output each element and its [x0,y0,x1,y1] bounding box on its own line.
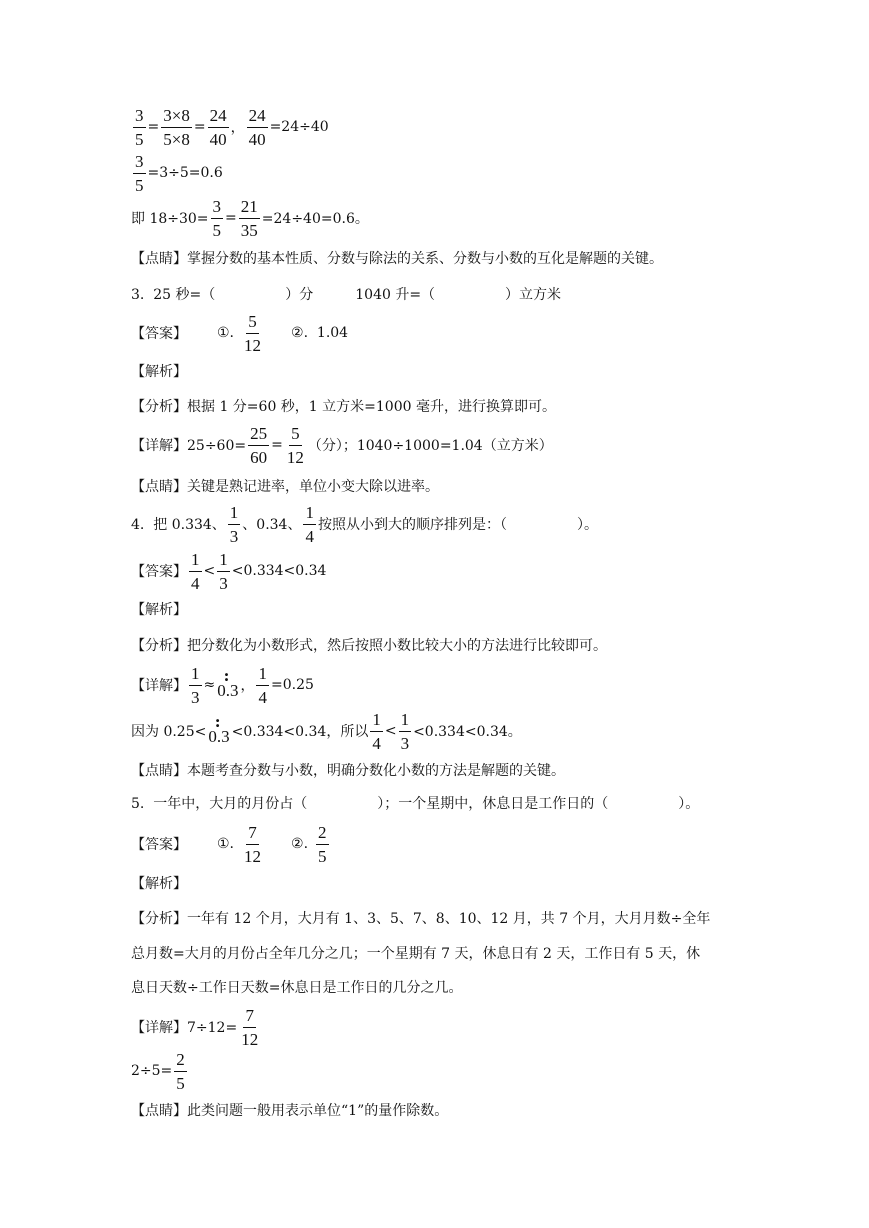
text: 【详解】25÷60= [131,438,247,454]
denominator: 35 [240,220,258,240]
text: 【解析】 [131,876,187,892]
fraction [228,504,241,545]
fraction [208,107,229,148]
equation-line-2 [131,149,223,197]
text: 【分析】把分数化为小数形式，然后按照小数比较大小的方法进行比较即可。 [131,638,607,654]
key-point-5 [131,1086,448,1134]
numerator: 3 [133,153,146,174]
denominator: 5 [135,129,144,149]
text: 【详解】7÷12= [131,1020,238,1036]
fraction [161,107,192,148]
text: <0.334<0.34 [231,563,327,579]
question-4 [131,500,598,548]
denominator: 5 [176,1073,185,1093]
text: ≈ [203,677,216,693]
numerator: 1 [189,551,202,572]
denominator: 5×8 [163,129,190,149]
choice-marker: ②. [291,836,309,852]
text: =3÷5=0.6 [147,165,223,181]
denominator: 3 [400,733,410,753]
text: 2÷5= [131,1063,173,1079]
text: 息日天数÷工作日天数=休息日是工作日的几分之几。 [131,980,463,996]
text: 因为 0.25< [131,724,207,740]
text: = [225,210,237,226]
text: = [193,119,206,135]
choice-marker: ①. [217,325,235,341]
fraction [256,665,269,706]
fraction [242,824,263,865]
numerator: 5 [246,313,259,334]
fraction [303,504,316,545]
numerator: 21 [239,198,260,219]
denominator: 12 [244,335,262,355]
text: < [384,723,397,739]
text: 总月数=大月的月份占全年几分之几；一个星期有 7 天，休息日有 2 天，工作日有 5 天，休 [131,946,701,962]
denominator: 40 [209,129,227,149]
fraction [217,551,230,592]
text: = [147,119,160,135]
denominator: 5 [318,846,327,866]
denominator: 4 [305,526,314,546]
text: =24÷40 [269,119,329,135]
numerator: 1 [217,551,230,572]
text: = [271,437,283,453]
denominator: 4 [258,687,267,707]
text: ， [240,678,255,694]
fraction [189,551,202,592]
fraction [189,665,202,706]
answer-label: 【答案】 [131,564,187,580]
denominator: 3 [229,526,239,546]
text: （分）；1040÷1000=1.04（立方米） [307,438,553,454]
text: ②. 1.04 [291,325,349,341]
answer-label: 【答案】 [131,837,187,853]
denominator: 4 [372,733,381,753]
denominator: 5 [212,220,222,240]
text: =24÷40=0.6。 [261,211,369,227]
denominator: 3 [219,573,228,593]
fraction [133,107,146,148]
detail-5 [131,1003,262,1051]
numerator: 24 [208,107,229,128]
fraction [316,824,329,865]
text: 【详解】 [131,678,187,694]
choice-marker: ①. [217,836,235,852]
text: 【解析】 [131,602,187,618]
denominator: 12 [244,846,262,866]
numerator: 7 [243,1007,256,1028]
numerator: 1 [303,504,316,525]
numerator: 2 [174,1051,187,1072]
text: =0.25 [270,677,314,693]
numerator: 25 [248,425,269,446]
fraction [248,425,269,466]
text: 按照从小到大的顺序排列是：（ ）。 [317,517,598,533]
text: ， [230,120,245,136]
fraction [247,107,268,148]
numerator: 24 [247,107,268,128]
text: <0.334<0.34。 [413,724,522,740]
numerator: 1 [189,665,202,686]
text: 【点睛】掌握分数的基本性质、分数与除法的关系、分数与小数的互化是解题的关键。 [131,251,663,267]
denominator: 40 [248,129,266,149]
repeating-decimal: . 0.3 . [208,727,229,747]
numerator: 2 [316,824,329,845]
text: 5. 一年中，大月的月份占（ ）；一个星期中，休息日是工作日的（ ）。 [131,796,700,812]
fraction [239,1007,260,1048]
denominator: 5 [135,175,144,195]
text: 【点睛】关键是熟记进率，单位小变大除以进率。 [131,479,439,495]
numerator: 1 [256,665,269,686]
numerator: 3 [211,198,224,219]
fraction [242,313,263,354]
text: 【分析】一年有 12 个月，大月有 1、3、5、7、8、10、12 月，共 7 个月，大月月数÷全年 [131,911,711,927]
numerator: 3 [133,107,146,128]
fraction [285,425,306,466]
answer-label: 【答案】 [131,326,187,342]
numerator: 1 [370,711,383,732]
text: 【分析】根据 1 分=60 秒，1 立方米=1000 毫升，进行换算即可。 [131,399,556,415]
numerator: 5 [289,425,302,446]
text: 【解析】 [131,364,187,380]
denominator: 12 [241,1029,259,1049]
numerator: 7 [246,824,259,845]
text: 、0.34、 [242,517,302,533]
repeating-decimal: . 0.3 . [217,681,238,701]
fraction [133,153,146,194]
numerator: 1 [228,504,241,525]
text: 【点睛】此类问题一般用表示单位“1”的量作除数。 [131,1103,449,1119]
denominator: 4 [191,573,200,593]
text: 即 18÷30= [131,211,209,227]
text: 【点睛】本题考查分数与小数，明确分数化小数的方法是解题的关键。 [131,763,565,779]
numerator: 3×8 [161,107,192,128]
fraction [239,198,260,239]
text: < [203,563,216,579]
fraction [211,198,224,239]
text: 4. 把 0.334、 [131,517,226,533]
text: <0.334<0.34，所以 [231,724,369,740]
text: 3. 25 秒=（ ）分 1040 升=（ ）立方米 [131,287,562,303]
numerator: 1 [399,711,412,732]
denominator: 12 [286,447,304,467]
detail-4 [131,661,314,709]
denominator: 3 [191,687,200,707]
denominator: 60 [250,447,268,467]
equation-line-1 [131,103,329,151]
